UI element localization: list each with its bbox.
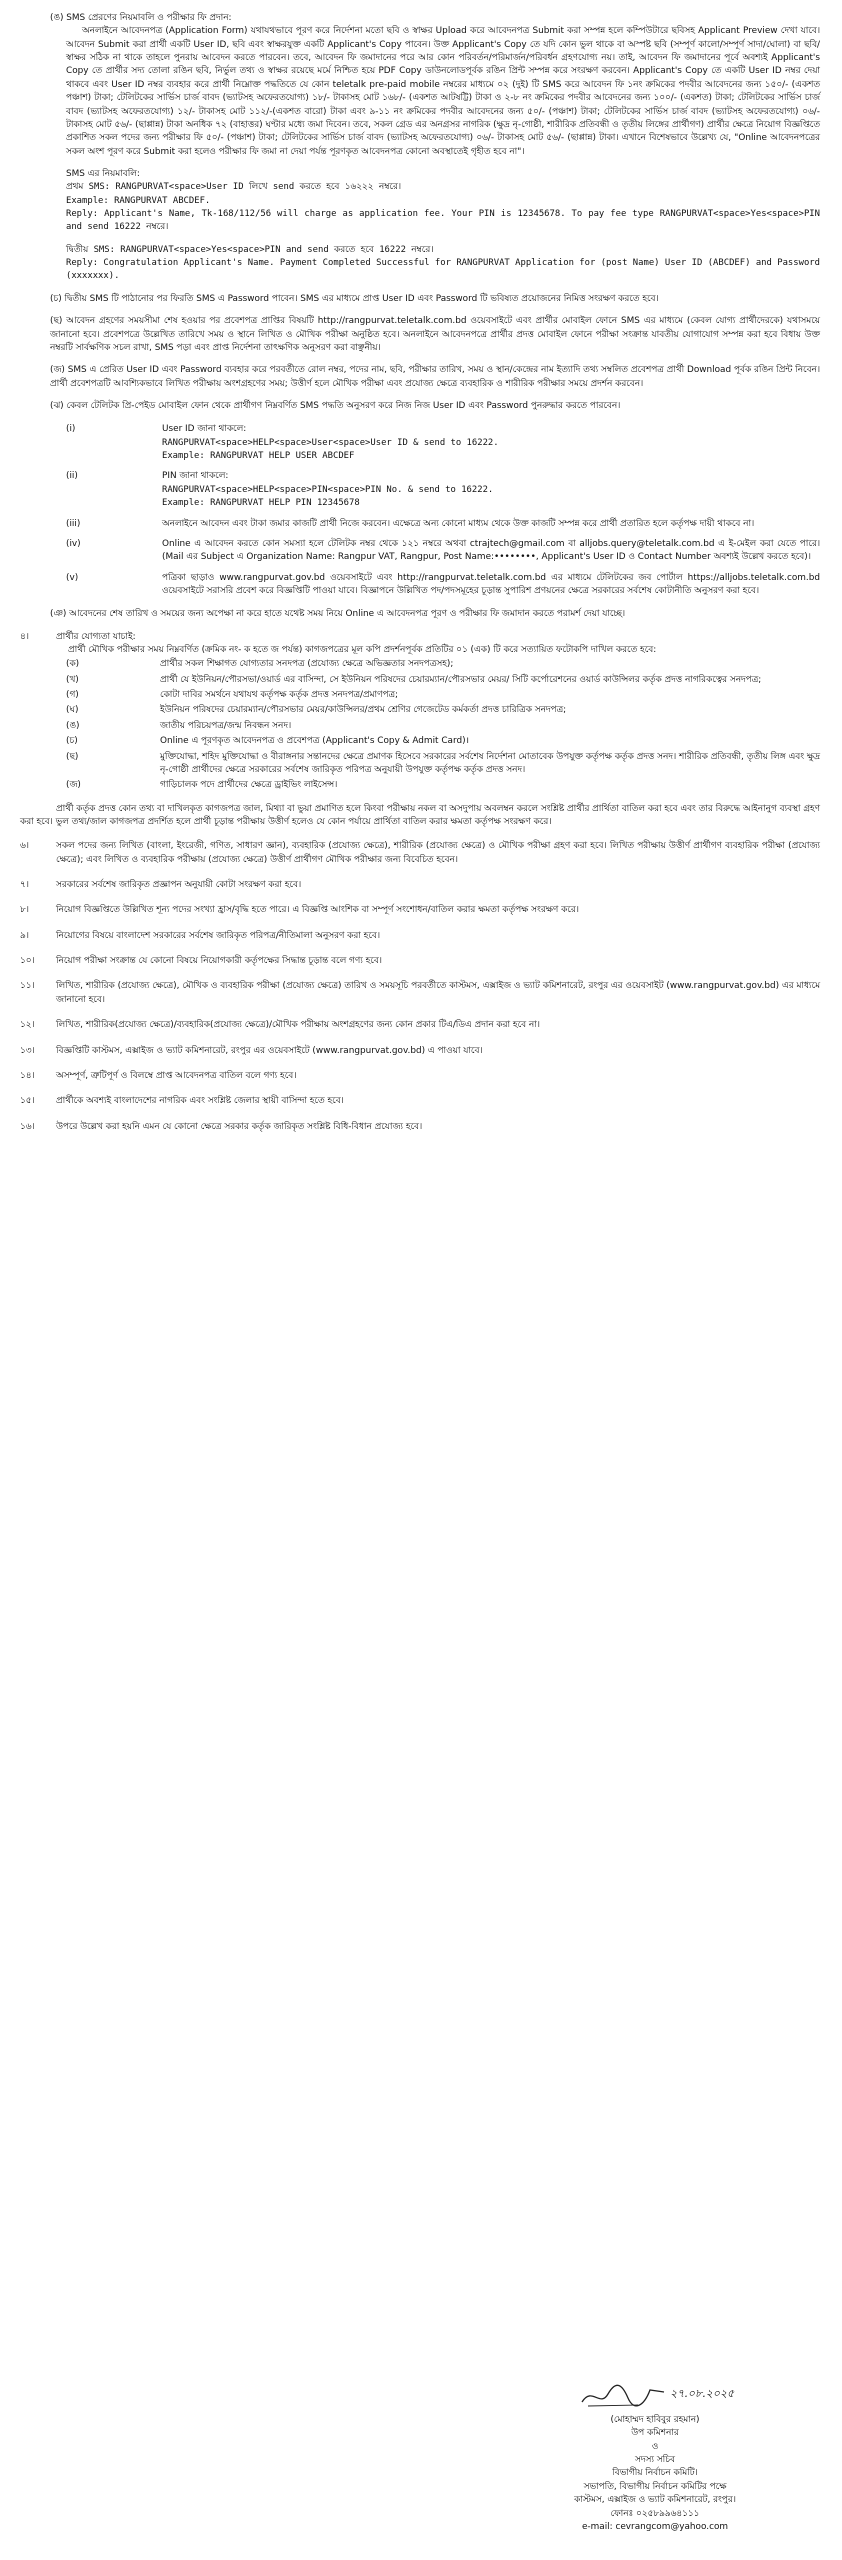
condition-item: ১০। নিয়োগ পরীক্ষা সংক্রান্ত যে কোনো বিষয়ে নিয়োগকারী কর্তৃপক্ষের সিদ্ধান্ত চূড়ান্ত বলে গণ্য হবে। — [20, 956, 382, 967]
sms-rules-title: SMS এর নিয়মাবলি: — [66, 168, 140, 179]
condition-item: ৬। সকল পদের জন্য লিখিত (বাংলা, ইংরেজী, গণিত, সাধারণ জ্ঞান), ব্যবহারিক (প্রযোজ্য ক্ষেত্রে), শারীরিক (প্রযোজ্য ক্ষেত্রে) ও মৌখিক পরীক্ষা গ্রহণ করা হবে। লিখিত পরীক্ষায় উত্তীর্ণ প্রার্থীগণ ব্যবহারিক পরীক্ষা (প্রযোজ্য ক্ষেত্রে); এবং লিখিত ও ব্যবহারিক পরীক্ষায় (প্রযোজ্য ক্ষেত্রে) উত্তীর্ণ প্রার্থীগণ মৌখিক পরীক্ষার জন্য বিবেচিত হবেন। — [20, 841, 820, 865]
condition-item: ১১। লিখিত, শারীরিক (প্রযোজ্য ক্ষেত্রে), মৌখিক ও ব্যবহারিক পরীক্ষা (প্রযোজ্য ক্ষেত্রে) তারিখ ও সময়সূচি পরবর্তীতে কাস্টমস, এক্সাইজ ও ভ্যাট কমিশনারেট, রংপুর এর ওয়েবসাইট (www.rangpurvat.gov.bd) এর মাধ্যমে জানানো হবে। — [20, 981, 820, 1005]
section-5-text: প্রার্থী কর্তৃক প্রদত্ত কোন তথ্য বা দাখিলকৃত কাগজপত্র জাল, মিথ্যা বা ভুয়া প্রমাণিত হলে কিংবা পরীক্ষায় নকল বা অসদুপায় অবলম্বন করলে সংশ্লিষ্ট প্রার্থীর প্রার্থিতা বাতিল করা হবে এবং তার বিরুদ্ধে আইনানুগ ব্যবস্থা গ্রহণ করা হবে। ভুল তথ্য/জাল কাগজপত্র প্রদর্শিত হলে প্রার্থী চূড়ান্ত পরীক্ষায় উত্তীর্ণ হলেও যে কোন পর্যায়ে প্রার্থিতা বাতিল করার ক্ষমতা কর্তৃপক্ষ সংরক্ষণ করে। — [20, 803, 820, 827]
handwritten-signature-icon — [578, 2380, 668, 2410]
document-item: (জ) গাড়িচালক পদে প্রার্থীদের ক্ষেত্রে ড্রাইভিং লাইসেন্স। — [66, 780, 338, 791]
signatory-and: ও — [651, 2441, 659, 2452]
section-jha: (ঝ) কেবল টেলিটক প্রি-পেইড মোবাইল ফোন থেকে প্রার্থীগণ নিম্নবর্ণিত SMS পদ্ধতি অনুসরণ করে নিজ নিজ User ID এবং Password পুনরুদ্ধার করতে পারবেন। — [50, 400, 621, 411]
recovery-item: (iv) Online এ আবেদন করতে কোন সমস্যা হলে টেলিটক নম্বর থেকে ১২১ নম্বরে অথবা ctrajtech@gmail.com বা alljobs.query@teletalk.com.bd এ ই-মেইল করা যেতে পারে। (Mail এর Subject এ Organization Name: Rangpur VAT, Rangpur, Post Name:••••••••, Applicant's User ID ও Contact Number অবশ্যই উল্লেখ করতে হবে)। — [66, 538, 820, 563]
signatory-name: (মোহাম্মদ হাবিবুর রহমান) — [610, 2415, 700, 2425]
recovery-item: (i) User ID জানা থাকলে: RANGPURVAT<space>HELP<space>User<space>User ID & send to 16222. Example: RANGPURVAT HELP USER ABCDEF — [66, 424, 499, 462]
document-item: (ঘ) ইউনিয়ন পরিষদের চেয়ারম্যান/পৌরসভার মেয়র/কাউন্সিলর/প্রথম শ্রেণির গেজেটেড কর্মকর্তা প্রদত্ত চারিত্রিক সনদপত্র; — [66, 705, 567, 716]
general-conditions-list — [14, 838, 820, 1136]
condition-item: ১৬। উপরে উল্লেখ করা হয়নি এমন যে কোনো ক্ষেত্রে সরকার কর্তৃক জারিকৃত সংশ্লিষ্ট বিধি-বিধান প্রযোজ্য হবে। — [20, 1121, 423, 1132]
document-item: (গ) কোটা দাবির সমর্থনে যথাযথ কর্তৃপক্ষ কর্তৃক প্রদত্ত সনদপত্র/প্রমাণপত্র; — [66, 690, 399, 701]
signatory-office: কাস্টমস, এক্সাইজ ও ভ্যাট কমিশনারেট, রংপুর। — [574, 2495, 736, 2506]
signature-mark — [490, 2380, 820, 2414]
sms-recovery-list — [14, 422, 820, 599]
recovery-item: (v) পত্রিকা ছাড়াও www.rangpurvat.gov.bd ওয়েবসাইটে এবং http://rangpurvat.teletalk.com.bd এর মাধ্যমে টেলিটকের জব পোর্টাল https://alljobs.teletalk.com.bd ওয়েবসাইটে সরাসরি প্রবেশ করে বিজ্ঞপ্তিটি পাওয়া যাবে। বিজ্ঞাপনে উল্লিখিত পদ/পদসমূহের চূড়ান্ত সুপারিশ প্রণয়নের ক্ষেত্রে সরকারের সর্বশেষ কোটানীতি অনুসরণ করা হবে। — [66, 572, 820, 596]
condition-item: ১৩। বিজ্ঞপ্তিটি কাস্টমস, এক্সাইজ ও ভ্যাট কমিশনারেট, রংপুর এর ওয়েবসাইটে (www.rangpurvat.gov.bd) এ পাওয়া যাবে। — [20, 1045, 483, 1056]
document-item: (ঙ) জাতীয় পরিচয়পত্র/জন্ম নিবন্ধন সনদ। — [66, 720, 292, 731]
document-item: (ছ) মুক্তিযোদ্ধা, শহিদ মুক্তিযোদ্ধা ও বীরাঙ্গনার সন্তানদের ক্ষেত্রে প্রমাণক হিসেবে সরকারের সর্বশেষ নির্দেশনা মোতাবেক উপযুক্ত কর্তৃপক্ষ কর্তৃক প্রদত্ত সনদ। শারীরিক প্রতিবন্ধী, তৃতীয় লিঙ্গ এবং ক্ষুদ্র নৃ-গোষ্ঠী প্রার্থীদের ক্ষেত্রে সরকারের সর্বশেষ জারিকৃত পরিপত্র অনুযায়ী উপযুক্ত কর্তৃপক্ষ কর্তৃক প্রদত্ত সনদ। — [66, 751, 820, 775]
signature-date: ২৭.০৮.২০২৫ — [670, 2387, 735, 2400]
signature-block — [490, 2380, 820, 2534]
section-ja: (জ) SMS এ প্রেরিত User ID এবং Password ব্যবহার করে পরবর্তীতে রোল নম্বর, পদের নাম, ছবি, পরীক্ষার তারিখ, সময় ও স্থান/কেন্দ্রের নাম ইত্যাদি তথ্য সম্বলিত প্রবেশপত্র প্রার্থী Download পূর্বক রঙিন প্রিন্ট নিবেন। প্রার্থী প্রবেশপত্রটি আবশ্যিকভাবে লিখিত পরীক্ষায় অংশগ্রহণের সময়; উত্তীর্ণ হলে মৌখিক পরীক্ষা এবং প্রযোজ্য ক্ষেত্রে ব্যবহারিক ও শারীরিক পরীক্ষার সময়ে প্রদর্শন করবেন। — [50, 365, 820, 389]
section-ga-title: (ঙ) SMS প্রেরণের নিয়মাবলি ও পরীক্ষার ফি প্রদান: — [50, 13, 232, 23]
signatory-role: সদস্য সচিব — [635, 2455, 675, 2466]
section-4-intro: প্রার্থী মৌখিক পরীক্ষার সময় নিম্নবর্ণিত (ক্রমিক নং- ক হতে জ পর্যন্ত) কাগজপত্রের মূল কপি প্রদর্শনপূর্বক প্রতিটির ০১ (এক) টি করে সত্যায়িত ফটোকপি দাখিল করতে হবে: — [68, 645, 657, 656]
recovery-item: (iii) অনলাইনে আবেদন এবং টাকা জমার কাজটি প্রার্থী নিজে করবেন। এক্ষেত্রে অন্য কোনো মাধ্যম থেকে উক্ত কাজটি সম্পন্ন করে প্রার্থী প্রতারিত হলে কর্তৃপক্ষ দায়ী থাকবে না। — [66, 518, 755, 529]
section-4-heading: ৪। প্রার্থীর যোগ্যতা যাচাই: — [20, 631, 136, 642]
signatory-email: e-mail: cevrangcom@yahoo.com — [581, 2521, 729, 2532]
signatory-phone: ফোনঃ ০২৫৮৯৯৬৪১১১ — [610, 2508, 700, 2519]
sms1-intro: প্রথম SMS: RANGPURVAT<space>User ID লিখে send করতে হবে ১৬২২২ নম্বরে। — [66, 182, 402, 193]
document-item: (খ) প্রার্থী যে ইউনিয়ন/পৌরসভা/ওয়ার্ড এর বাসিন্দা, সে ইউনিয়ন পরিষদের চেয়ারম্যান/পৌরসভার মেয়র/ সিটি কর্পোরেশনের ওয়ার্ড কাউন্সিলর কর্তৃক প্রদত্ত নাগরিকত্বের সনদপত্র; — [66, 674, 762, 685]
condition-item: ১৪। অসম্পূর্ণ, ত্রুটিপূর্ণ ও বিলম্বে প্রাপ্ত আবেদনপত্র বাতিল বলে গণ্য হবে। — [20, 1070, 297, 1081]
condition-item: ৭। সরকারের সর্বশেষ জারিকৃত প্রজ্ঞাপন অনুযায়ী কোটা সংরক্ষণ করা হবে। — [20, 880, 302, 891]
section-ga-text: অনলাইনে আবেদনপত্র (Application Form) যথাযথভাবে পূরণ করে নির্দেশনা মতো ছবি ও স্বাক্ষর Upload করে আবেদনপত্র Submit করা সম্পন্ন হলে কম্পিউটারে ছবিসহ Applicant Preview দেখা যাবে। আবেদন Submit করা প্রার্থী একটি User ID, ছবি এবং স্বাক্ষরযুক্ত একটি Applicant's Copy পাবেন। উক্ত Applicant's Copy তে যদি কোন ভুল থাকে বা অস্পষ্ট ছবি (সম্পূর্ণ কালো/সম্পূর্ণ সাদা/ঘোলা) বা ছবি/স্বাক্ষর সঠিক না থাকে তাহলে পুনরায় আবেদন করতে পারবেন। তবে, আবেদন ফি জমাদানের পরে আর কোন পরিবর্তন/পরিমার্জন/পরিবর্ধন গ্রহণযোগ্য নয়। তাই, আবেদন ফি জমাদানের পূর্বে অবশ্যই Applicant's Copy তে প্রার্থীর সদ্য তোলা রঙিন ছবি, নির্ভুল তথ্য ও স্বাক্ষর রয়েছে মর্মে নিশ্চিত হয়ে PDF Copy ডাউনলোডপূর্বক রঙিন প্রিন্ট সম্পন্ন করে সংরক্ষণ করবেন। Applicant's Copy তে একটি User ID নম্বর দেয়া থাকবে এবং User ID নম্বর ব্যবহার করে প্রার্থী নিম্নোক্ত পদ্ধতিতে যে কোন teletalk pre-paid mobile নম্বরের মাধ্যমে ০২ (দুই) টি SMS করে আবেদন ফি ১নং ক্রমিকের পদবীর আবেদনের জন্য ১৫০/- (একশত পঞ্চাশ) টাকা; টেলিটকের সার্ভিস চার্জ বাবদ (ভ্যাটসহ অফেরতযোগ্য) ১৮/- টাকাসহ মোট ১৬৮/- (একশত আটষট্টি) টাকা ও ২-৮ নং ক্রমিকের পদবীর আবেদনের জন্য ১০০/- (একশত) টাকা; টেলিটকের সার্ভিস চার্জ বাবদ (ভ্যাটসহ অফেরতযোগ্য) ১২/- টাকাসহ মোট ১১২/-(একশত বারো) টাকা এবং ৯-১১ নং ক্রমিকের পদবীর আবেদনের জন্য ৫০/- (পঞ্চাশ) টাকা; টেলিটকের সার্ভিস চার্জ বাবদ (ভ্যাটসহ অফেরতযোগ্য) ০৬/- টাকাসহ মোট ৫৬/- (ছাপ্পান্ন) টাকা অনধিক ৭২ (বাহাত্তর) ঘণ্টার মধ্যে জমা দিবেন। তবে, সকল গ্রেড এর অনগ্রসর নাগরিক (ক্ষুদ্র নৃ-গোষ্ঠী, শারীরিক প্রতিবন্ধী ও তৃতীয় লিঙ্গের প্রার্থীগণ) প্রার্থীর ক্ষেত্রে নিয়োগ বিজ্ঞপ্তিতে প্রকাশিত সকল পদের জন্য পরীক্ষার ফি ৫০/- (পঞ্চাশ) টাকা; টেলিটকের সার্ভিস চার্জ বাবদ (ভ্যাটসহ অফেরতযোগ্য) ০৬/- টাকাসহ মোট ৫৬/- (ছাপ্পান্ন) টাকা। এখানে বিশেষভাবে উল্লেখ্য যে, "Online আবেদনপত্রের সকল অংশ পূরণ করে Submit করা হলেও পরীক্ষার ফি জমা না দেয়া পর্যন্ত পূরণকৃত আবেদনপত্র কোনো অবস্থাতেই গৃহীত হবে না"। — [66, 26, 820, 157]
document-item: (ক) প্রার্থীর সকল শিক্ষাগত যোগ্যতার সনদপত্র (প্রযোজ্য ক্ষেত্রে অভিজ্ঞতার সনদপত্রসহ); — [66, 659, 454, 670]
signatory-committee: বিভাগীয় নির্বাচন কমিটি। — [612, 2468, 698, 2479]
signatory-chair: সভাপতি, বিভাগীয় নির্বাচন কমিটির পক্ষে — [583, 2481, 727, 2492]
signatory-designation: উপ কমিশনার — [631, 2428, 679, 2439]
condition-item: ৯। নিয়োগের বিষয়ে বাংলাদেশ সরকারের সর্বশেষ জারিকৃত পরিপত্র/নীতিমালা অনুসরণ করা হবে। — [20, 930, 380, 941]
sms1-example: Example: RANGPURVAT ABCDEF. — [66, 195, 211, 206]
section-nya: (ঞ) আবেদনের শেষ তারিখ ও সময়ের জন্য অপেক্ষা না করে হাতে যথেষ্ট সময় নিয়ে Online এ আবেদনপত্র পূরণ ও পরীক্ষার ফি জমাদান করতে পরামর্শ দেয়া যাচ্ছে। — [50, 609, 626, 620]
condition-item: ৮। নিয়োগ বিজ্ঞপ্তিতে উল্লিখিত শূন্য পদের সংখ্যা হ্রাস/বৃদ্ধি হতে পারে। এ বিজ্ঞপ্তি আংশিক বা সম্পূর্ণ সংশোধন/বাতিল করার ক্ষমতা কর্তৃপক্ষ সংরক্ষণ করে। — [20, 905, 579, 916]
sms1-reply: Reply: Applicant's Name, Tk-168/112/56 will charge as application fee. Your PIN is 12345678. To pay fee type RANGPURVAT<space>Yes<space>PIN and send 16222 নম্বরে। — [66, 209, 820, 233]
sms2-intro: দ্বিতীয় SMS: RANGPURVAT<space>Yes<space>PIN and send করতে হবে 16222 নম্বরে। — [66, 244, 434, 255]
required-documents-list — [14, 657, 820, 793]
condition-item: ১৫। প্রার্থীকে অবশ্যই বাংলাদেশের নাগরিক এবং সংশ্লিষ্ট জেলার স্থায়ী বাসিন্দা হতে হবে। — [20, 1096, 344, 1107]
recovery-item: (ii) PIN জানা থাকলে: RANGPURVAT<space>HELP<space>PIN<space>PIN No. & send to 16222. Example: RANGPURVAT HELP PIN 12345678 — [66, 471, 494, 509]
document-item: (চ) Online এ পূরণকৃত আবেদনপত্র ও প্রবেশপত্র (Applicant's Copy & Admit Card)। — [66, 736, 469, 747]
sms2-reply: Reply: Congratulation Applicant's Name. Payment Completed Successful for RANGPURVAT Application for (post Name) User ID (ABCDEF) and Password (xxxxxxx). — [66, 258, 820, 282]
section-cha: (ছ) আবেদন গ্রহণের সময়সীমা শেষ হওয়ার পর প্রবেশপত্র প্রাপ্তির বিষয়টি http://rangpurvat.teletalk.com.bd ওয়েবসাইটে এবং প্রার্থীর মোবাইল ফোনে SMS এর মাধ্যমে (কেবল যোগ্য প্রার্থীদেরকে) যথাসময়ে জানানো হবে। প্রবেশপত্রে উল্লেখিত তারিখে সময় ও স্থানে লিখিত ও মৌখিক পরীক্ষা অনুষ্ঠিত হবে। অনলাইনে আবেদনপত্রে প্রার্থীর প্রদত্ত মোবাইল ফোনে পরীক্ষা সংক্রান্ত যাবতীয় যোগাযোগ সম্পন্ন করা হবে বিধায় উক্ত নম্বরটি সার্বক্ষণিক সচল রাখা, SMS পড়া এবং প্রাপ্ত নির্দেশনা তাৎক্ষণিক অনুসরণ করা বাঞ্ছনীয়। — [50, 316, 820, 353]
condition-item: ১২। লিখিত, শারীরিক(প্রযোজ্য ক্ষেত্রে)/ব্যবহারিক(প্রযোজ্য ক্ষেত্রে)/মৌখিক পরীক্ষায় অংশগ্রহণের জন্য কোন প্রকার টিএ/ডিএ প্রদান করা হবে না। — [20, 1020, 540, 1031]
section-ca: (চ) দ্বিতীয় SMS টি পাঠানোর পর ফিরতি SMS এ Password পাবেন। SMS এর মাধ্যমে প্রাপ্ত User ID এবং Password টি ভবিষ্যত প্রয়োজনের নিমিত্ত সংরক্ষণ করতে হবে। — [50, 293, 659, 304]
